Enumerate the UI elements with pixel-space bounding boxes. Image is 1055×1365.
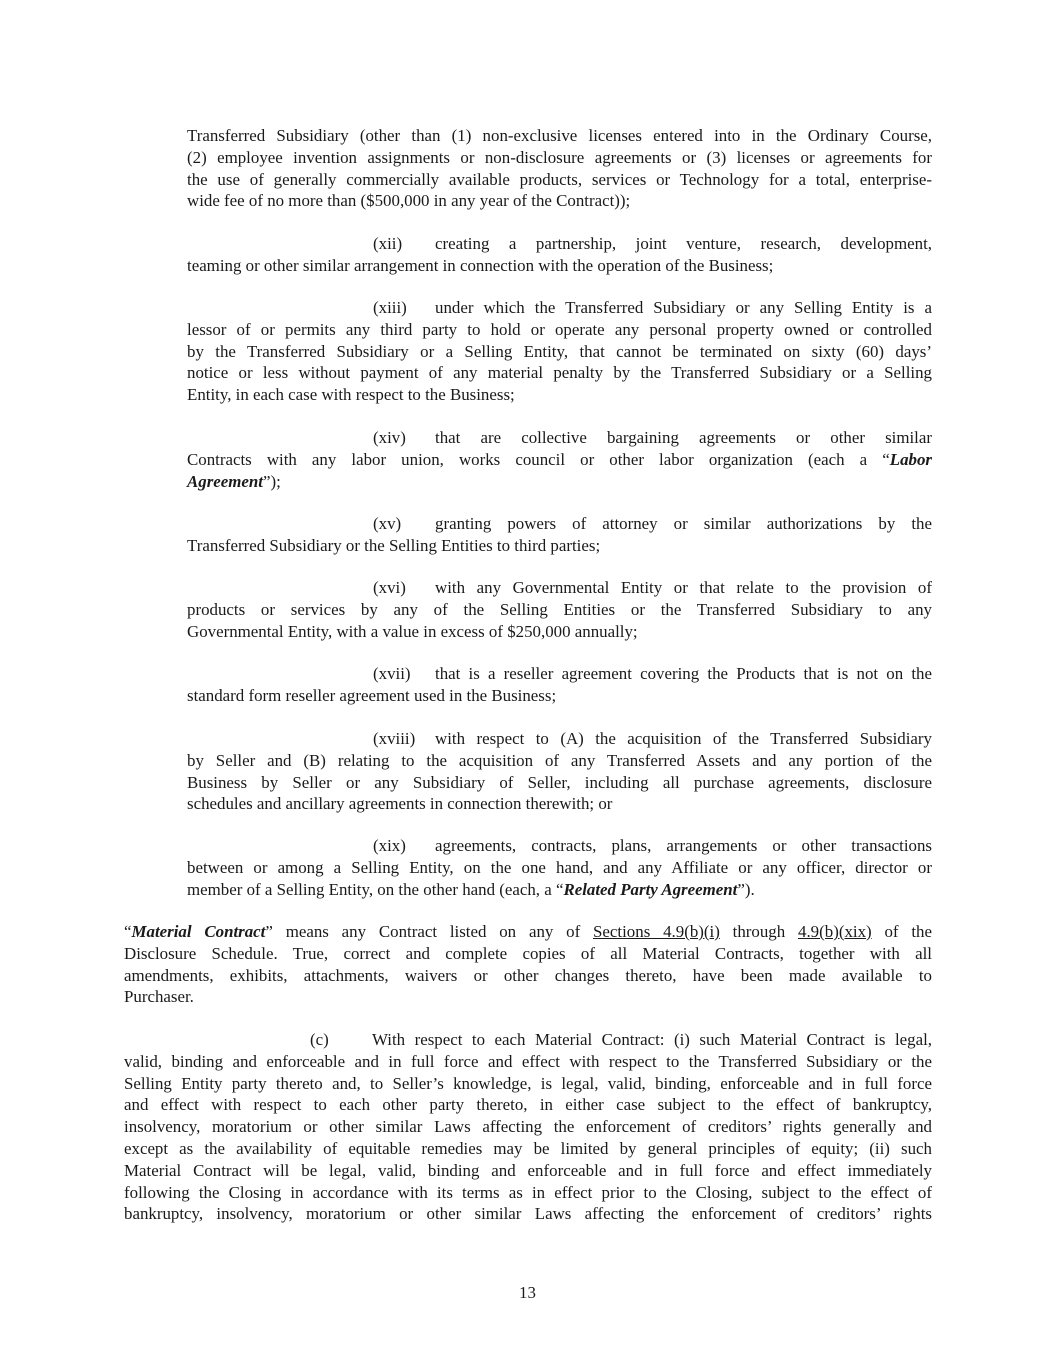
clause-xviii [187, 728, 932, 815]
text-segment: of the [871, 922, 933, 941]
section-first-line [124, 1029, 932, 1051]
text-line: products or services by any of the Selling Entities or the Transferred Subsidiary to any [187, 599, 932, 619]
clause-xiv [187, 427, 932, 492]
clause-first-line [187, 297, 932, 319]
clause-number: (xv) [373, 514, 402, 533]
text-line: Material Contract will be legal, valid, binding and enforceable and in full force and effect immediately [124, 1160, 932, 1180]
text-line: schedules and ancillary agreements in connection therewith; or [187, 794, 613, 814]
text-line: notice or less without payment of any material penalty by the Transferred Subsidiary or a Selling [187, 363, 932, 383]
text-line: Transferred Subsidiary or the Selling Entities to third parties; [187, 535, 601, 555]
clause-first-line [187, 663, 932, 685]
definition-material-contract [124, 921, 932, 1008]
text-line: Business by Seller or any Subsidiary of Seller, including all purchase agreements, disclosure [187, 772, 932, 792]
text-line: following the Closing in accordance with its terms as in effect prior to the Closing, subject to the effect of [124, 1182, 932, 1202]
clause-number: (xvii) [373, 664, 411, 683]
text-segment: ” means any Contract listed on any of [265, 922, 594, 941]
clause-text: agreements, contracts, plans, arrangements or other transactions [435, 836, 932, 855]
text-line: valid, binding and enforceable and in full force and effect with respect to the Transferred Subsidiary or the [124, 1051, 932, 1071]
text-line: Entity, in each case with respect to the Business; [187, 385, 515, 405]
text-line: Governmental Entity, with a value in excess of $250,000 annually; [187, 621, 638, 641]
text-line [187, 449, 932, 471]
section-c [124, 1029, 932, 1225]
clause-xii [187, 233, 932, 277]
text-line: insolvency, moratorium or other similar Laws affecting the enforcement of creditors’ rights generally and [124, 1117, 932, 1137]
text-segment: Contracts with any labor union, works council or other labor organization (each a “ [187, 449, 890, 469]
text-line: by Seller and (B) relating to the acquisition of any Transferred Assets and any portion of the [187, 750, 932, 770]
text-line: the use of generally commercially available products, services or Technology for a total, enterprise- [187, 169, 932, 189]
text-line: standard form reseller agreement used in the Business; [187, 685, 557, 705]
text-line: Transferred Subsidiary (other than (1) non-exclusive licenses entered into in the Ordinary Course, [187, 126, 932, 145]
clause-number: (xiv) [373, 428, 406, 447]
text-line: and effect with respect to each other party thereto, in either case subject to the effect of bankruptcy, [124, 1095, 932, 1115]
clause-xiii [187, 297, 932, 406]
text-line: Purchaser. [124, 987, 194, 1007]
clause-first-line [187, 233, 932, 255]
clause-first-line [187, 728, 932, 750]
section-number: (c) [310, 1030, 329, 1049]
clause-text: that is a reseller agreement covering the Products that is not on the [435, 664, 932, 683]
clause-text: with respect to (A) the acquisition of the Transferred Subsidiary [435, 729, 932, 748]
text-line: (2) employee invention assignments or non-disclosure agreements or (3) licenses or agreements for [187, 147, 932, 167]
text-line: lessor of or permits any third party to hold or operate any personal property owned or controlled [187, 319, 932, 339]
text-segment: member of a Selling Entity, on the other hand (each, a “ [187, 879, 564, 899]
text-line: between or among a Selling Entity, on the one hand, and any Affiliate or any officer, director or [187, 857, 932, 877]
clause-text: granting powers of attorney or similar authorizations by the [435, 514, 932, 533]
text-line: wide fee of no more than ($500,000 in any year of the Contract)); [187, 191, 631, 211]
clause-number: (xii) [373, 234, 403, 253]
text-line [124, 921, 932, 943]
defined-term-related-party-agreement: Related Party Agreement [563, 879, 738, 899]
text-line: except as the availability of equitable remedies may be limited by general principles of equity; (ii) such [124, 1138, 932, 1158]
clause-number: (xvi) [373, 578, 406, 597]
text-line [187, 879, 932, 901]
clause-text: under which the Transferred Subsidiary or any Selling Entity is a [435, 298, 932, 317]
open-quote: “ [124, 922, 132, 941]
text-segment: ”); [263, 471, 281, 491]
page-number: 13 [519, 1283, 536, 1302]
text-line: Selling Entity party thereto and, to Seller’s knowledge, is legal, valid, binding, enforceable and in full force [124, 1073, 932, 1093]
text-line: teaming or other similar arrangement in connection with the operation of the Business; [187, 255, 774, 275]
clause-xvii [187, 663, 932, 707]
clause-xv [187, 513, 932, 557]
text-line [187, 471, 932, 493]
clause-number: (xviii) [373, 729, 416, 748]
continuation-paragraph [187, 125, 932, 212]
clause-text: creating a partnership, joint venture, research, development, [435, 234, 932, 253]
defined-term-material-contract: Material Contract [131, 922, 266, 941]
section-reference: Sections 4.9(b)(i) [593, 922, 720, 941]
defined-term-labor: Labor [889, 449, 932, 469]
clause-text: with any Governmental Entity or that relate to the provision of [435, 578, 932, 597]
clause-first-line [187, 835, 932, 857]
clause-first-line [187, 577, 932, 599]
defined-term-agreement: Agreement [187, 471, 263, 491]
text-line: Disclosure Schedule. True, correct and complete copies of all Material Contracts, together with all [124, 943, 932, 963]
clause-first-line [187, 427, 932, 449]
section-reference: 4.9(b)(xix) [798, 922, 872, 941]
clause-text: that are collective bargaining agreements or other similar [435, 428, 932, 447]
text-segment: through [719, 922, 799, 941]
text-line: by the Transferred Subsidiary or a Selling Entity, that cannot be terminated on sixty (60) days’ [187, 341, 932, 361]
clause-first-line [187, 513, 932, 535]
text-segment: ”). [737, 879, 755, 899]
clause-number: (xiii) [373, 298, 407, 317]
text-line: bankruptcy, insolvency, moratorium or other similar Laws affecting the enforcement of creditors’ rights [124, 1204, 932, 1224]
clause-xix [187, 835, 932, 900]
clause-number: (xix) [373, 836, 406, 855]
clause-xvi [187, 577, 932, 642]
text-line: amendments, exhibits, attachments, waivers or other changes thereto, have been made available to [124, 965, 932, 985]
section-text: With respect to each Material Contract: (i) such Material Contract is legal, [372, 1030, 932, 1049]
